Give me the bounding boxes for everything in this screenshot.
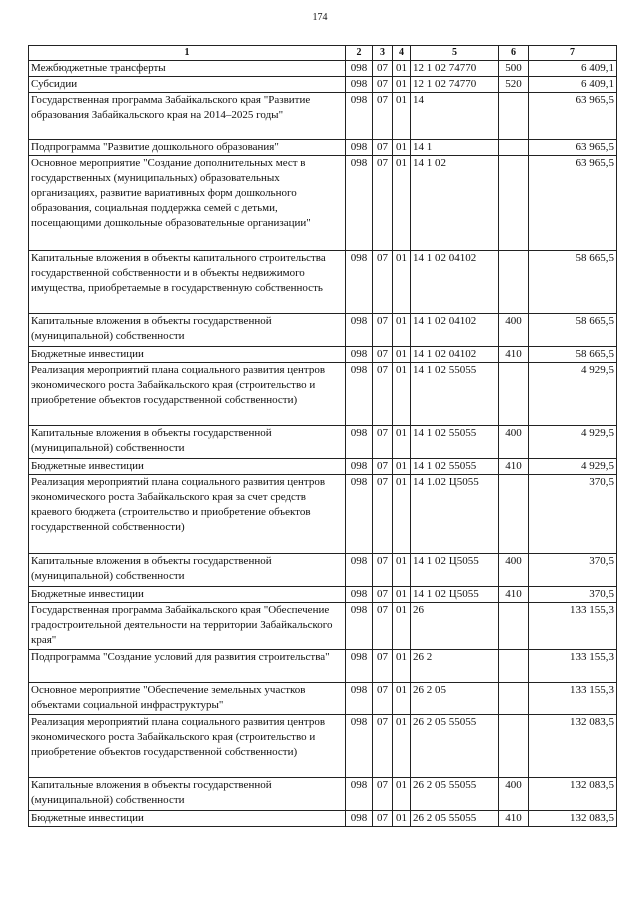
- row-col-2: 098: [346, 603, 373, 650]
- row-amount: 370,5: [529, 554, 617, 587]
- row-col-3: 07: [373, 683, 393, 715]
- row-col-4: 01: [393, 77, 411, 93]
- row-col-3: 07: [373, 314, 393, 347]
- row-col-3: 07: [373, 587, 393, 603]
- row-col-2: 098: [346, 140, 373, 156]
- table-row: [29, 363, 617, 426]
- row-name: Бюджетные инвестиции: [29, 587, 346, 603]
- header-col-1: 1: [29, 46, 346, 61]
- row-col-4: 01: [393, 61, 411, 77]
- row-amount: 58 665,5: [529, 251, 617, 314]
- row-name: Реализация мероприятий плана социального развития центров экономического роста Забайкальского края за счет средств краевого бюджета (строительство и приобретение объектов государственной собственности): [29, 475, 346, 554]
- row-col-5: 14 1 02 Ц5055: [411, 554, 499, 587]
- row-col-3: 07: [373, 778, 393, 811]
- row-name: Субсидии: [29, 77, 346, 93]
- table-row: [29, 156, 617, 251]
- table-row: [29, 811, 617, 827]
- table-row: [29, 426, 617, 459]
- row-amount: 63 965,5: [529, 93, 617, 140]
- row-amount: 63 965,5: [529, 156, 617, 251]
- row-col-4: 01: [393, 426, 411, 459]
- row-col-3: 07: [373, 475, 393, 554]
- row-col-2: 098: [346, 587, 373, 603]
- row-amount: 4 929,5: [529, 459, 617, 475]
- header-col-5: 5: [411, 46, 499, 61]
- budget-table: [28, 45, 617, 827]
- row-amount: 133 155,3: [529, 603, 617, 650]
- row-col-2: 098: [346, 778, 373, 811]
- row-col-5: 14 1 02 04102: [411, 347, 499, 363]
- row-col-2: 098: [346, 459, 373, 475]
- row-amount: 6 409,1: [529, 61, 617, 77]
- row-col-3: 07: [373, 156, 393, 251]
- row-col-4: 01: [393, 715, 411, 778]
- row-col-4: 01: [393, 347, 411, 363]
- row-col-4: 01: [393, 93, 411, 140]
- header-col-3: 3: [373, 46, 393, 61]
- row-col-3: 07: [373, 426, 393, 459]
- row-col-3: 07: [373, 347, 393, 363]
- row-col-5: 14 1 02 04102: [411, 314, 499, 347]
- row-name: Основное мероприятие "Обеспечение земельных участков объектами социальной инфраструктуры": [29, 683, 346, 715]
- row-col-2: 098: [346, 650, 373, 683]
- row-col-6: [499, 156, 529, 251]
- row-col-3: 07: [373, 61, 393, 77]
- row-col-4: 01: [393, 603, 411, 650]
- row-amount: 132 083,5: [529, 811, 617, 827]
- table-row: [29, 587, 617, 603]
- row-col-3: 07: [373, 554, 393, 587]
- row-name: Государственная программа Забайкальского края "Развитие образования Забайкальского края на 2014–2025 годы": [29, 93, 346, 140]
- table-row: [29, 459, 617, 475]
- header-col-4: 4: [393, 46, 411, 61]
- row-col-5: 14 1 02 55055: [411, 459, 499, 475]
- row-amount: 132 083,5: [529, 778, 617, 811]
- row-col-6: [499, 650, 529, 683]
- row-col-2: 098: [346, 715, 373, 778]
- row-col-6: [499, 363, 529, 426]
- row-col-4: 01: [393, 587, 411, 603]
- row-name: Капитальные вложения в объекты капитального строительства государственной собственности и в объекты недвижимого имущества, приобретаемые в государственную собственность: [29, 251, 346, 314]
- row-name: Капитальные вложения в объекты государственной (муниципальной) собственности: [29, 554, 346, 587]
- table-row: [29, 140, 617, 156]
- row-amount: 4 929,5: [529, 363, 617, 426]
- row-col-5: 14 1 02 04102: [411, 251, 499, 314]
- row-name: Подпрограмма "Создание условий для развития строительства": [29, 650, 346, 683]
- row-col-6: 400: [499, 426, 529, 459]
- row-col-5: 12 1 02 74770: [411, 61, 499, 77]
- row-col-2: 098: [346, 363, 373, 426]
- row-col-5: 14 1: [411, 140, 499, 156]
- row-col-5: 14: [411, 93, 499, 140]
- row-col-3: 07: [373, 77, 393, 93]
- row-amount: 6 409,1: [529, 77, 617, 93]
- row-col-3: 07: [373, 140, 393, 156]
- table-row: [29, 475, 617, 554]
- header-row: [29, 46, 617, 61]
- row-col-3: 07: [373, 251, 393, 314]
- row-col-3: 07: [373, 715, 393, 778]
- row-col-3: 07: [373, 363, 393, 426]
- row-col-6: [499, 93, 529, 140]
- row-col-3: 07: [373, 459, 393, 475]
- row-col-5: 26 2 05 55055: [411, 715, 499, 778]
- row-col-6: 400: [499, 314, 529, 347]
- row-col-3: 07: [373, 650, 393, 683]
- row-name: Капитальные вложения в объекты государственной (муниципальной) собственности: [29, 426, 346, 459]
- row-name: Реализация мероприятий плана социального развития центров экономического роста Забайкальского края (строительство и приобретение объектов государственной собственности): [29, 363, 346, 426]
- row-col-5: 14 1 02: [411, 156, 499, 251]
- row-amount: 370,5: [529, 475, 617, 554]
- row-col-4: 01: [393, 475, 411, 554]
- row-col-6: 410: [499, 459, 529, 475]
- table-row: [29, 683, 617, 715]
- row-amount: 370,5: [529, 587, 617, 603]
- row-col-4: 01: [393, 778, 411, 811]
- row-col-4: 01: [393, 140, 411, 156]
- row-amount: 132 083,5: [529, 715, 617, 778]
- row-col-6: [499, 715, 529, 778]
- row-name: Капитальные вложения в объекты государственной (муниципальной) собственности: [29, 314, 346, 347]
- row-col-4: 01: [393, 251, 411, 314]
- row-name: Государственная программа Забайкальского края "Обеспечение градостроительной деятельности на территории Забайкальского края": [29, 603, 346, 650]
- row-col-2: 098: [346, 475, 373, 554]
- row-col-2: 098: [346, 426, 373, 459]
- row-col-6: 500: [499, 61, 529, 77]
- row-col-2: 098: [346, 93, 373, 140]
- row-col-3: 07: [373, 811, 393, 827]
- row-col-2: 098: [346, 811, 373, 827]
- row-col-6: 410: [499, 347, 529, 363]
- row-col-6: [499, 475, 529, 554]
- row-name: Бюджетные инвестиции: [29, 347, 346, 363]
- row-col-5: 12 1 02 74770: [411, 77, 499, 93]
- row-col-5: 26 2 05: [411, 683, 499, 715]
- table-row: [29, 93, 617, 140]
- row-name: Реализация мероприятий плана социального развития центров экономического роста Забайкальского края (строительство и приобретение объектов государственной собственности): [29, 715, 346, 778]
- row-col-4: 01: [393, 156, 411, 251]
- row-col-5: 26 2 05 55055: [411, 778, 499, 811]
- row-col-6: 520: [499, 77, 529, 93]
- row-col-5: 26 2: [411, 650, 499, 683]
- row-col-5: 14 1 02 Ц5055: [411, 587, 499, 603]
- row-col-6: [499, 683, 529, 715]
- row-amount: 63 965,5: [529, 140, 617, 156]
- row-col-4: 01: [393, 314, 411, 347]
- table-row: [29, 650, 617, 683]
- table-row: [29, 603, 617, 650]
- table-row: [29, 314, 617, 347]
- row-name: Бюджетные инвестиции: [29, 811, 346, 827]
- row-col-2: 098: [346, 554, 373, 587]
- row-col-2: 098: [346, 61, 373, 77]
- row-col-6: [499, 140, 529, 156]
- table-row: [29, 251, 617, 314]
- table-row: [29, 554, 617, 587]
- table-row: [29, 715, 617, 778]
- row-col-4: 01: [393, 554, 411, 587]
- row-name: Межбюджетные трансферты: [29, 61, 346, 77]
- row-amount: 58 665,5: [529, 314, 617, 347]
- row-col-5: 26: [411, 603, 499, 650]
- table-row: [29, 61, 617, 77]
- row-col-5: 14 1 02 55055: [411, 426, 499, 459]
- row-name: Подпрограмма "Развитие дошкольного образования": [29, 140, 346, 156]
- row-col-2: 098: [346, 77, 373, 93]
- header-col-6: 6: [499, 46, 529, 61]
- table-row: [29, 347, 617, 363]
- row-col-3: 07: [373, 93, 393, 140]
- page-number: 174: [312, 12, 328, 23]
- row-col-2: 098: [346, 347, 373, 363]
- row-name: Капитальные вложения в объекты государственной (муниципальной) собственности: [29, 778, 346, 811]
- row-col-6: 410: [499, 811, 529, 827]
- row-amount: 133 155,3: [529, 683, 617, 715]
- row-col-4: 01: [393, 459, 411, 475]
- row-amount: 58 665,5: [529, 347, 617, 363]
- row-name: Основное мероприятие "Создание дополнительных мест в государственных (муниципальных) образовательных организациях, развитие вариативных форм дошкольного образования, социальная поддержка семей с детьми, посещающими дошкольные образовательные организации": [29, 156, 346, 251]
- table-row: [29, 77, 617, 93]
- row-col-4: 01: [393, 683, 411, 715]
- header-col-2: 2: [346, 46, 373, 61]
- row-col-5: 14 1.02 Ц5055: [411, 475, 499, 554]
- row-col-5: 14 1 02 55055: [411, 363, 499, 426]
- table-row: [29, 778, 617, 811]
- row-col-6: [499, 251, 529, 314]
- row-col-2: 098: [346, 683, 373, 715]
- header-col-7: 7: [529, 46, 617, 61]
- row-col-4: 01: [393, 650, 411, 683]
- row-col-2: 098: [346, 156, 373, 251]
- row-col-5: 26 2 05 55055: [411, 811, 499, 827]
- row-amount: 4 929,5: [529, 426, 617, 459]
- row-name: Бюджетные инвестиции: [29, 459, 346, 475]
- row-col-6: 400: [499, 554, 529, 587]
- row-col-6: 400: [499, 778, 529, 811]
- row-col-4: 01: [393, 811, 411, 827]
- row-col-6: 410: [499, 587, 529, 603]
- row-amount: 133 155,3: [529, 650, 617, 683]
- row-col-3: 07: [373, 603, 393, 650]
- row-col-6: [499, 603, 529, 650]
- row-col-4: 01: [393, 363, 411, 426]
- row-col-2: 098: [346, 251, 373, 314]
- row-col-2: 098: [346, 314, 373, 347]
